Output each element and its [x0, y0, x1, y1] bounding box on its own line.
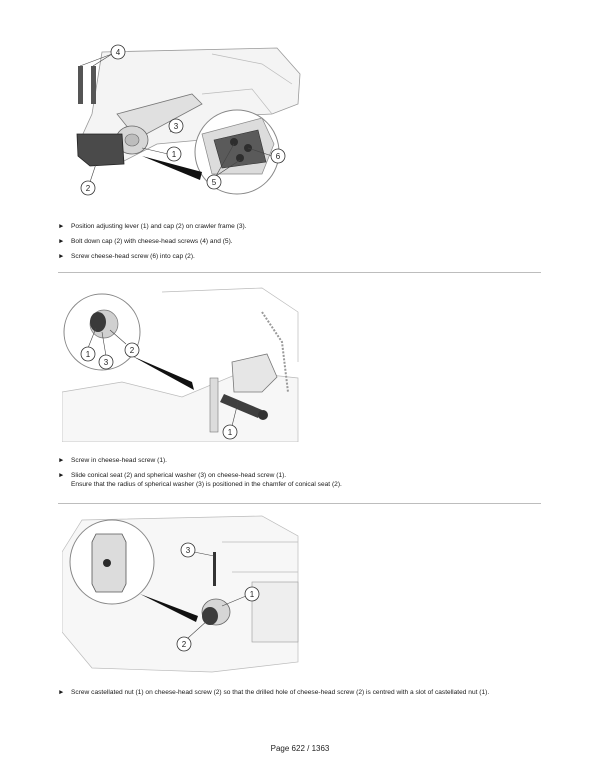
svg-text:3: 3 — [173, 122, 179, 131]
svg-text:2: 2 — [181, 640, 187, 649]
svg-text:1: 1 — [85, 350, 91, 359]
svg-text:1: 1 — [227, 428, 233, 437]
step: ► Screw in cheese-head screw (1). — [58, 457, 168, 464]
figure-1 — [62, 44, 302, 200]
svg-text:3: 3 — [185, 546, 191, 555]
figure-2 — [62, 282, 302, 442]
callout-2 — [110, 330, 139, 357]
page-number: Page 622 / 1363 — [270, 744, 330, 753]
section-2-steps — [58, 456, 548, 495]
callout-1 — [142, 147, 181, 161]
section-divider — [58, 503, 541, 504]
svg-text:2: 2 — [85, 184, 91, 193]
figure-3 — [62, 512, 302, 674]
bullet-icon: ► — [58, 472, 65, 479]
callout-2 — [81, 164, 96, 195]
callout-1 — [81, 328, 96, 361]
callout-5 — [207, 144, 240, 189]
step-note: Ensure that the radius of spherical washer (3) is positioned in the chamfer of conical seat (2). — [71, 481, 342, 488]
callout-3 — [99, 332, 113, 369]
svg-text:1: 1 — [171, 150, 177, 159]
callout-2 — [177, 620, 208, 651]
section-divider — [58, 272, 541, 273]
figure-3-callouts — [62, 512, 302, 674]
callout-1b — [223, 402, 238, 439]
bullet-icon: ► — [58, 238, 65, 245]
figure-1-callouts — [62, 44, 302, 200]
figure-2-callouts — [62, 282, 302, 442]
bullet-icon: ► — [58, 689, 65, 696]
svg-text:6: 6 — [275, 152, 281, 161]
svg-text:1: 1 — [249, 590, 255, 599]
svg-text:4: 4 — [115, 48, 121, 57]
callout-6 — [248, 148, 285, 163]
bullet-icon: ► — [58, 223, 65, 230]
callout-3 — [181, 543, 214, 557]
section-1-steps — [58, 222, 548, 267]
step: ► Slide conical seat (2) and spherical washer (3) on cheese-head screw (1). Ensure that the radius of spherical washer (3) is positioned in the chamfer of conical seat (2). — [58, 471, 548, 489]
section-3-steps — [58, 688, 548, 703]
bullet-icon: ► — [58, 457, 65, 464]
step: ► Screw castellated nut (1) on cheese-head screw (2) so that the drilled hole of cheese-head screw (2) is centred with a slot of castellated nut (1). — [58, 689, 490, 696]
step: ► Bolt down cap (2) with cheese-head screws (4) and (5). — [58, 238, 233, 245]
step: ► Screw cheese-head screw (6) into cap (2). — [58, 253, 195, 260]
callout-3 — [169, 119, 183, 133]
bullet-icon: ► — [58, 253, 65, 260]
svg-text:2: 2 — [129, 346, 135, 355]
svg-text:5: 5 — [211, 178, 217, 187]
step: ► Position adjusting lever (1) and cap (2) on crawler frame (3). — [58, 223, 247, 230]
callout-1 — [222, 587, 259, 606]
callout-4 — [80, 45, 125, 66]
svg-text:3: 3 — [103, 358, 109, 367]
